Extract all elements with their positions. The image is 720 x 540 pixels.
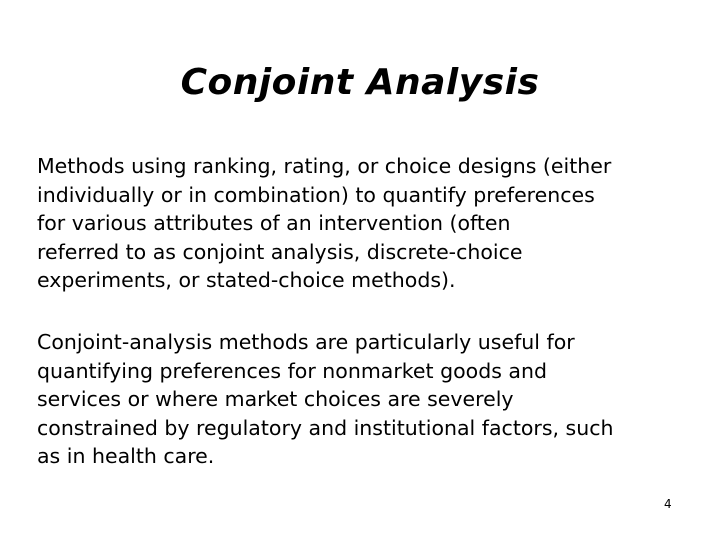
paragraph-line: Methods using ranking, rating, or choice designs (either <box>37 154 612 178</box>
paragraph-line: as in health care. <box>37 444 215 468</box>
paragraph-line: referred to as conjoint analysis, discrete-choice <box>37 239 523 264</box>
paragraph-definition <box>37 152 687 295</box>
slide-title: Conjoint Analysis <box>180 62 540 103</box>
paragraph-line: constrained by regulatory and institutional factors, such <box>37 415 614 440</box>
paragraph-line: Conjoint-analysis methods are particularly useful for <box>37 330 575 354</box>
paragraph-line: individually or in combination) to quantify preferences <box>37 182 595 207</box>
paragraph-usefulness <box>37 328 687 471</box>
paragraph-line: experiments, or stated-choice methods). <box>37 268 456 292</box>
paragraph-line: quantifying preferences for nonmarket goods and <box>37 358 547 383</box>
page-number: 4 <box>664 497 672 511</box>
paragraph-line: for various attributes of an intervention (often <box>37 211 511 235</box>
paragraph-line: services or where market choices are severely <box>37 387 514 411</box>
